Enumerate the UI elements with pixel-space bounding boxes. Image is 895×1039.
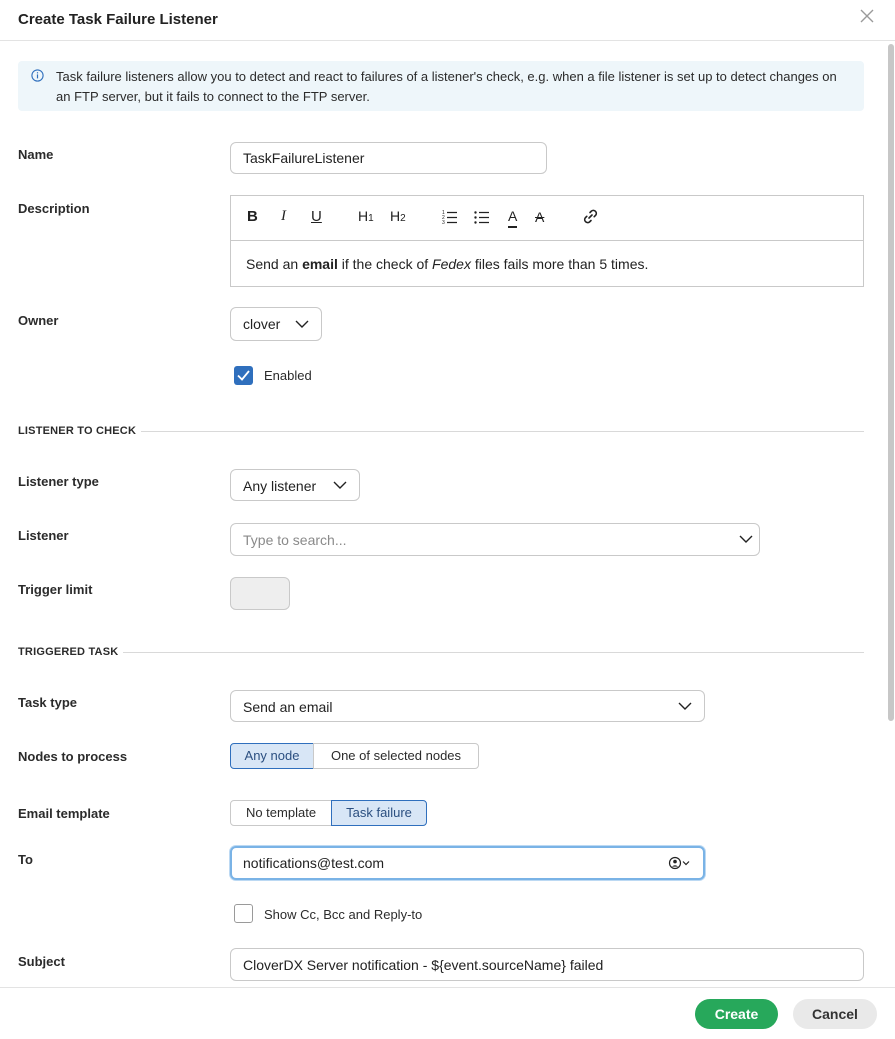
dialog-header (0, 0, 895, 41)
chevron-down-icon (678, 702, 692, 711)
description-content[interactable] (246, 256, 648, 272)
no-template-option[interactable]: No template (230, 800, 332, 826)
clear-format-button[interactable]: A (535, 209, 545, 225)
to-label: To (18, 852, 33, 867)
info-icon (31, 69, 44, 82)
dialog-title: Create Task Failure Listener (18, 11, 218, 28)
name-input[interactable] (230, 142, 547, 174)
email-template-label: Email template (18, 806, 110, 821)
info-text: Task failure listeners allow you to detect and react to failures of a listener's check, e.g. when a file listener is set up to detect changes on an FTP server, but it fails to connect to the FTP server. (56, 69, 837, 104)
description-editor[interactable] (230, 195, 864, 287)
section-divider (123, 652, 864, 653)
chevron-down-icon (333, 481, 347, 490)
task-type-value: Send an email (243, 699, 333, 715)
task-failure-template-option[interactable]: Task failure (331, 800, 427, 826)
show-cc-checkbox[interactable] (234, 904, 253, 923)
listener-label: Listener (18, 528, 69, 543)
close-icon[interactable] (859, 8, 875, 24)
enabled-checkbox[interactable] (234, 366, 253, 385)
svg-text:2: 2 (442, 215, 445, 221)
listener-search-input[interactable] (231, 524, 711, 555)
heading1-button[interactable] (358, 208, 374, 228)
subject-label: Subject (18, 954, 65, 969)
cancel-button[interactable]: Cancel (793, 999, 877, 1029)
svg-text:1: 1 (442, 210, 445, 216)
bullet-list-icon[interactable] (474, 209, 490, 225)
heading2-letter: H (390, 208, 401, 224)
heading1-digit: 1 (368, 213, 374, 224)
info-banner (18, 61, 864, 111)
chevron-down-icon (739, 535, 753, 544)
any-node-option[interactable]: Any node (230, 743, 314, 769)
nodes-label: Nodes to process (18, 749, 128, 764)
description-bold: email (302, 256, 338, 272)
bold-button[interactable]: B (247, 208, 258, 225)
listener-section-heading: LISTENER TO CHECK (18, 425, 137, 437)
show-cc-label: Show Cc, Bcc and Reply-to (264, 907, 423, 922)
text-color-button[interactable]: A (508, 208, 517, 228)
editor-toolbar (231, 196, 863, 241)
enabled-label: Enabled (264, 368, 312, 383)
create-button[interactable]: Create (695, 999, 778, 1029)
description-text-2: if the check of (337, 256, 433, 272)
to-input[interactable] (232, 848, 652, 878)
heading2-digit: 2 (400, 213, 406, 224)
subject-input[interactable] (230, 948, 864, 981)
description-text-1: Send an (246, 256, 303, 272)
description-text-3: files fails more than 5 times. (470, 256, 649, 272)
checkmark-icon (234, 366, 253, 385)
trigger-limit-input[interactable] (230, 577, 290, 610)
contact-picker-icon[interactable] (668, 856, 692, 870)
scrollbar-thumb[interactable] (888, 44, 894, 721)
description-italic: Fedex (432, 256, 471, 272)
dialog-footer (0, 987, 895, 1039)
underline-button[interactable]: U (311, 208, 322, 225)
name-label: Name (18, 147, 54, 162)
heading1-letter: H (358, 208, 369, 224)
svg-text:3: 3 (442, 220, 445, 225)
trigger-limit-label: Trigger limit (18, 582, 93, 597)
listener-select[interactable] (230, 523, 760, 556)
listener-type-label: Listener type (18, 474, 99, 489)
owner-value: clover (243, 316, 281, 332)
ordered-list-icon[interactable] (442, 209, 458, 225)
task-section-heading: TRIGGERED TASK (18, 646, 119, 658)
to-field[interactable] (230, 846, 705, 880)
owner-select[interactable] (230, 307, 322, 341)
listener-type-value: Any listener (243, 478, 317, 494)
listener-type-select[interactable] (230, 469, 360, 501)
section-divider (141, 431, 864, 432)
italic-button[interactable]: I (281, 208, 286, 224)
chevron-down-icon (295, 320, 309, 329)
task-type-select[interactable] (230, 690, 705, 722)
task-type-label: Task type (18, 695, 78, 710)
description-label: Description (18, 201, 90, 216)
link-icon[interactable] (582, 208, 599, 225)
owner-label: Owner (18, 313, 59, 328)
selected-nodes-option[interactable]: One of selected nodes (313, 743, 479, 769)
heading2-button[interactable] (390, 208, 406, 228)
